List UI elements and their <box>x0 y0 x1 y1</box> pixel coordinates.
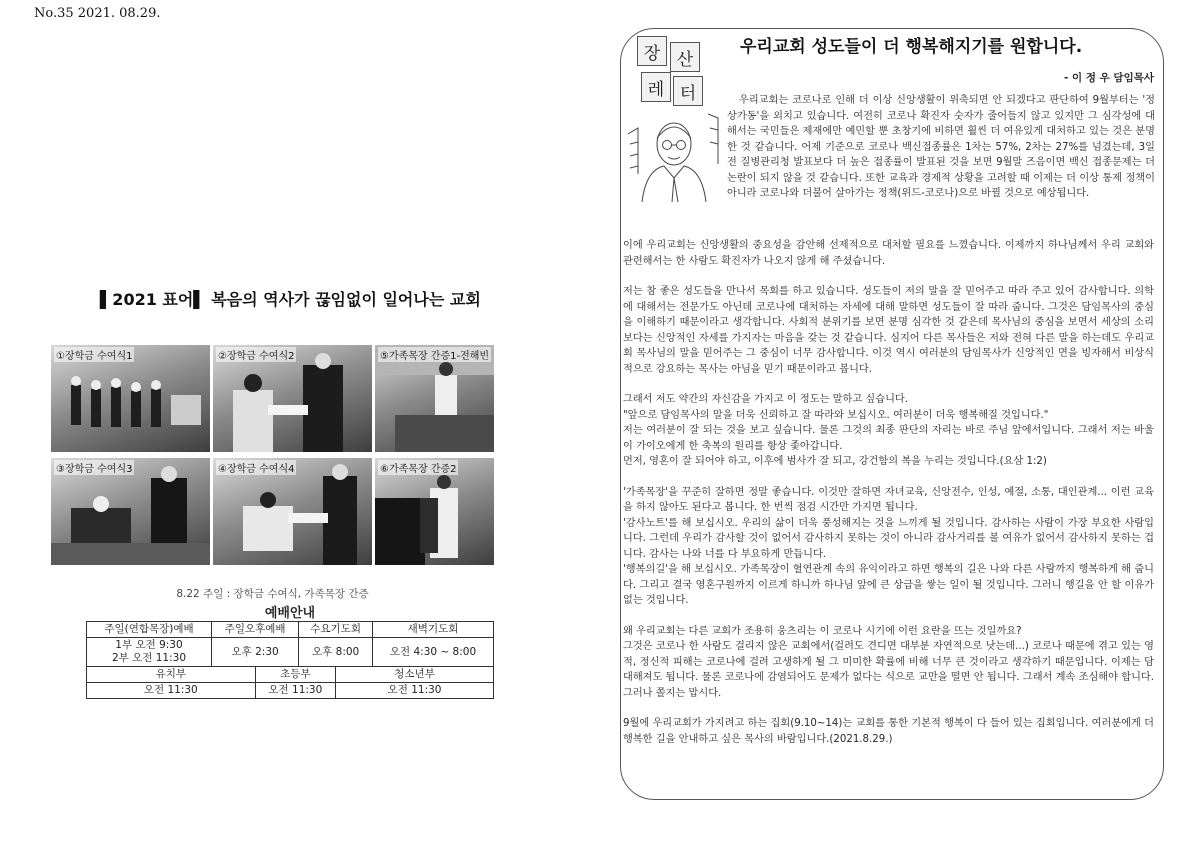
header-elementary: 초등부 <box>255 667 336 683</box>
letter-body <box>623 238 1154 762</box>
elementary-time: 오전 11:30 <box>255 683 336 699</box>
yearly-motto: ▌2021 표어▌ 복음의 역사가 끊임없이 일어나는 교회 <box>100 290 481 309</box>
letter-paragraph: 왜 우리교회는 다른 교회가 조용히 웅츠리는 이 코로나 시기에 이런 요란을 뜨는 것일까요? <box>623 625 1022 637</box>
letter-quote: "앞으로 담임목사의 말을 더욱 신뢰하고 잘 따라와 보십시오. 여러분이 더욱 행복해질 것입니다." <box>623 409 1049 421</box>
letter-paragraph: '행복의길'을 해 보십시오. 가족목장이 혈연관계 속의 유익이라고 하면 행복의 길은 나와 다른 사람까지 행복하게 해 줍니다. 그리고 결국 영혼구원까지 이르게 하니까 하나님 앞에 큰 상급을 쌓는 일이 될 것입니다. 그러니 행길을 안 할 이유가 없는 것입니다. <box>623 564 1154 606</box>
photo-6 <box>375 458 494 565</box>
photo-4 <box>213 458 372 565</box>
letter-paragraph: '감사노트'를 해 보십시오. 우리의 삶이 더욱 풍성해지는 것을 느끼게 될 것입니다. 감사하는 사람이 가장 부요한 사람입니다. 그런데 우리가 감사할 것이 없어서 감사하지 못하는 것이 아니라 감사거리를 볼 여유가 없어서 감사하지 못하는 겁니다. 감사는 나와 너를 다 부요하게 만듭니다. <box>623 517 1154 560</box>
schedule-title: 예배안내 <box>264 606 316 621</box>
sunday-times <box>87 638 212 667</box>
photo-caption-label: ④장학금 수여식4 <box>216 460 296 475</box>
photo-3 <box>51 458 210 565</box>
issue-header: No.35 2021. 08.29. <box>34 6 161 21</box>
letter-paragraph: 먼저, 영혼이 잘 되어야 하고, 이후에 범사가 잘 되고, 강건함의 복을 누리는 것입니다.(요삼 1:2) <box>623 456 1047 467</box>
badge-tile: 장 <box>637 36 667 66</box>
photo-5 <box>375 345 494 452</box>
badge-tile: 레 <box>641 72 671 102</box>
letter-paragraph: 저는 여러분이 잘 되는 것을 보고 싶습니다. 물론 그것의 최종 판단의 자리는 바로 주님 앞에서입니다. 그래서 저는 바울이 가이오에게 한 축복의 원리를 항상 좇아갑니다. <box>623 425 1154 452</box>
letter-author: - 이 정 우 담임목사 <box>1064 72 1154 84</box>
letter-paragraph: '가족목장'을 꾸준히 잘하면 정말 좋습니다. 이것만 잘하면 자녀교육, 신앙전수, 인성, 예절, 소통, 대인관계... 이런 교육을 하지 않아도 된다고 봅니다. 한 번씩 점검 시간만 가지면 됩니다. <box>623 486 1154 513</box>
photo-1 <box>51 345 210 452</box>
letter-paragraph: 저는 참 좋은 성도들을 만나서 목회를 하고 있습니다. 성도들이 저의 말을 잘 믿어주고 따라 주고 있어 감사합니다. 의학에 대해서는 전문가도 아닌데 코로나에 대처하는 자세에 대해 말하면 성도들이 잘 따라 줍니다. 그것은 담임목사의 중심을 이해하기 때문이라고 생각합니다. 사회적 분위기를 보면 분명 심각한 것 같은데 목사님의 중심을 보면서 세상의 소리보다는 신앙적인 자세를 가지자는 마음을 갖는 것 같습니다. 심지어 다른 목사들은 저와 전혀 다른 말을 하는데도 우리교회 목사님의 말을 믿어주는 그 중심이 너무 감사합니다. 이것 역시 여러분의 담임목사가 신앙적인 면을 빙자해서 비상식적으로 강요하는 목사는 아님을 믿기 때문이라고 봅니다. <box>623 286 1154 375</box>
sunday-second-service: 2부 오전 11:30 <box>111 652 187 664</box>
letter-title: 우리교회 성도들이 더 행복해지기를 원합니다. <box>740 37 1083 57</box>
photo-caption-label: ⑥가족목장 간증2 <box>378 460 458 475</box>
header-sunday-service: 주일(연합목장)예배 <box>87 622 212 638</box>
dawn-time: 오전 4:30 ~ 8:00 <box>373 638 494 667</box>
letter-paragraph: 우리교회는 코로나로 인해 더 이상 신앙생활이 위축되면 안 되겠다고 판단하여 9월부터는 '정상가동'을 외치고 있습니다. 여전히 코로나 확진자 숫자가 줄어들지 않고 있지만 그 심각성에 대해서는 국민들은 제재에만 예민할 뿐 초창기에 비하면 훨씬 더 여유있게 대처하고 있는 것은 분명한 것 같습니다. 어제 기준으로 코로나 백신접종률은 1차는 57%, 2차는 27%를 넘겼는데, 3일 전 질병관리청 발표보다 더 높은 접종률이 발표된 것을 보면 9월말 즈음이면 백신 접종문제는 더 논란이 되지 않을 것 같습니다. 또한 교육과 경제적 상황을 고려할 때 이제는 더 이상 통제 정책이 아니라 코로나와 더불어 살아가는 정책(위드-코로나)으로 바뀔 것으로 예상됩니다. <box>727 95 1155 199</box>
photo-caption-label: ⑤가족목장 간증1-전해빈 <box>378 347 491 362</box>
letter-paragraph: 그것은 코로나 한 사람도 걸리지 않은 교회에서(걸려도 견디면 대부분 자연적으로 낫는데...) 코로나 때문에 겪고 있는 영적, 정신적 피해는 코로나에 걸려 고생하게 될 그 미미한 확률에 비해 너무 큰 것이라고 생각하기 때문입니다. 이제는 담대해져도 됩니다. 물론 코로나에 감염되어도 문제가 없다는 식으로 교만을 떨면 안 됩니다. 그래서 계속 조심해야 합니다. 그러나 쫄지는 맙시다. <box>623 641 1154 699</box>
letter-badge <box>637 36 703 104</box>
letter-intro <box>727 93 1155 202</box>
photo-caption-label: ①장학금 수여식1 <box>54 347 134 362</box>
photo-2 <box>213 345 372 452</box>
afternoon-time: 오후 2:30 <box>211 638 298 667</box>
photo-caption-label: ③장학금 수여식3 <box>54 460 134 475</box>
wednesday-time: 오후 8:00 <box>299 638 373 667</box>
header-wednesday: 수요기도회 <box>299 622 373 638</box>
badge-tile: 산 <box>670 42 700 72</box>
youth-time: 오전 11:30 <box>336 683 494 699</box>
letter-paragraph: 이에 우리교회는 신앙생활의 중요성을 감안해 선제적으로 대처할 필요를 느꼈습니다. 이제까지 하나님께서 우리 교회와 관련해서는 한 사람도 확진자가 나오지 않게 해 주셨습니다. <box>623 240 1154 267</box>
worship-schedule-table <box>86 606 494 699</box>
kindergarten-time: 오전 11:30 <box>87 683 256 699</box>
header-sunday-afternoon: 주일오후예배 <box>211 622 298 638</box>
photo-caption-label: ②장학금 수여식2 <box>216 347 296 362</box>
header-kindergarten: 유치부 <box>87 667 256 683</box>
letter-paragraph: 9월에 우리교회가 가지려고 하는 집회(9.10~14)는 교회를 통한 기본적 행복이 다 들어 있는 집회입니다. 여러분에게 더 행복한 길을 안내하고 싶은 목사의 바람입니다.(2021.8.29.) <box>623 718 1154 745</box>
sunday-first-service: 1부 오전 9:30 <box>115 639 183 651</box>
header-youth: 청소년부 <box>336 667 494 683</box>
letter-paragraph: 그래서 저도 약간의 자신감을 가지고 이 정도는 말하고 싶습니다. <box>623 394 909 405</box>
badge-tile: 터 <box>673 76 703 106</box>
photo-grid <box>51 345 494 566</box>
header-dawn: 새벽기도회 <box>373 622 494 638</box>
pastor-portrait-sketch <box>624 104 722 204</box>
photo-section-caption: 8.22 주일 : 장학금 수여식, 가족목장 간증 <box>176 588 369 600</box>
